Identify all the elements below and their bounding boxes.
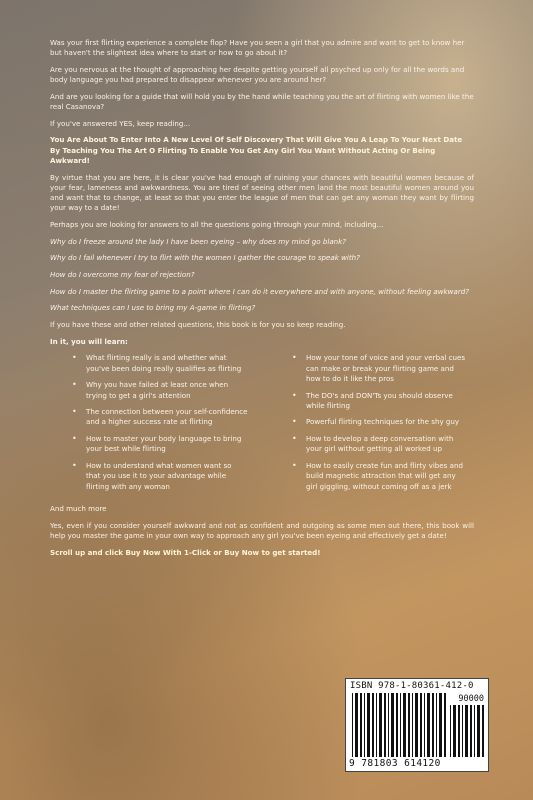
question-4: How do I master the flirting game to a point where I can do it everywhere and with anyone, without feeling awkward?: [50, 286, 469, 296]
list-item: • How to easily create fun and flirty vibes and build magnetic attraction that will get any girl giggling, without coming off as a jerk: [306, 461, 474, 492]
barcode-bar: [352, 693, 353, 757]
barcode-bar: [360, 693, 362, 757]
call-to-action: Scroll up and click Buy Now With 1-Click or Buy Now to get started!: [50, 547, 321, 557]
list-item: • What flirting really is and whether what you've been doing really qualifies as flirting: [86, 353, 254, 373]
intro-paragraph-1: Was your first flirting experience a complete flop? Have you seen a girl that you admire and want to get to know her but haven't the slightest idea where to start or how to go about it?: [50, 38, 465, 58]
isbn-barcode: [345, 678, 489, 772]
barcode-bar: [482, 705, 484, 757]
intro-paragraph-2: Are you nervous at the thought of approaching her despite getting yourself all psyched up only for all the words and body language you had prepared to disappear whenever you are around her?: [50, 64, 465, 85]
barcode-bar: [427, 693, 430, 757]
list-item: • How to master your body language to bring your best while flirting: [86, 434, 254, 454]
isbn-label: ISBN 978-1-80361-412-0: [350, 681, 474, 691]
barcode-bar: [367, 693, 370, 757]
body-paragraph-2: Perhaps you are looking for answers to all the questions going through your mind, including...: [50, 219, 384, 229]
questions-followup: If you have these and other related questions, this book is for you so keep reading.: [50, 320, 346, 330]
barcode-bar: [458, 705, 460, 757]
intro-paragraph-3: And are you looking for a guide that will hold you by the hand while teaching you the art of flirting with women like the real Casanova?: [50, 91, 474, 112]
learn-heading: In it, you will learn:: [50, 336, 128, 346]
barcode-bar: [400, 693, 401, 757]
and-more-text: And much more: [50, 504, 107, 514]
list-item: • Why you have failed at least once when trying to get a girl's attention: [86, 380, 254, 400]
closing-paragraph: Yes, even if you consider yourself awkward and not as confident and outgoing as some men out there, this book will help you master the game in your own way to approach any girl you've been eyeing and effectively get a date!: [50, 520, 474, 541]
barcode-bar: [450, 705, 451, 757]
barcode-bar: [388, 693, 389, 757]
learn-list-right: [290, 353, 474, 498]
barcode-bar: [384, 693, 386, 757]
barcode-bar: [453, 705, 456, 757]
barcode-bar: [355, 693, 358, 757]
list-item: • The connection between your self-confidence and a higher success rate at flirting: [86, 407, 254, 427]
barcode-bar: [470, 705, 472, 757]
barcode-bar: [376, 693, 377, 757]
barcode-bar: [474, 705, 475, 757]
price-barcode-bars: [450, 705, 484, 757]
barcode-bar: [391, 693, 394, 757]
barcode-bar: [412, 693, 413, 757]
barcode-bar: [372, 693, 374, 757]
barcode-bar: [364, 693, 365, 757]
barcode-bar: [403, 693, 406, 757]
barcode-bar: [408, 693, 410, 757]
barcode-bar: [465, 705, 468, 757]
barcode-bar: [379, 693, 382, 757]
list-item: • How to understand what women want so that you use it to your advantage while flirting with any woman: [86, 461, 254, 492]
barcode-bar: [396, 693, 398, 757]
barcode-bar: [444, 693, 446, 757]
back-cover-text: [50, 38, 474, 565]
barcode-bar: [439, 693, 442, 757]
barcode-bar: [415, 693, 418, 757]
question-2: Why do I fail whenever I try to flirt with the women I gather the courage to speak with?: [50, 253, 360, 263]
barcode-bar: [432, 693, 434, 757]
question-5: What techniques can I use to bring my A-game in flirting?: [50, 303, 256, 313]
body-paragraph-1: By virtue that you are here, it is clear you've had enough of ruining your chances with beautiful women because of your fear, lameness and awkwardness. You are tired of seeing other men land the most beautiful women around you and want that to change, at least so that you enter the league of men that can get any woman they want by flirting your way to a date!: [50, 172, 474, 213]
barcode-digits: 9 781803 614120: [349, 758, 441, 769]
barcode-bar: [462, 705, 463, 757]
question-3: How do I overcome my fear of rejection?: [50, 269, 195, 279]
question-1: Why do I freeze around the lady I have been eyeing – why does my mind go blank?: [50, 236, 347, 246]
learn-list: [50, 353, 474, 498]
barcode-bar: [436, 693, 437, 757]
headline: You Are About To Enter Into A New Level Of Self Discovery That Will Give You A Leap To Your Next Date By Teaching You The Art O Flirting To Enable You Get Any Girl You Want Without Acting Or Being Awkward!: [50, 135, 463, 165]
list-item: • How to develop a deep conversation with your girl without getting all worked up: [306, 434, 474, 454]
price-code: 90000: [458, 694, 484, 704]
barcode-bar: [424, 693, 425, 757]
barcode-bars: [352, 693, 448, 757]
intro-paragraph-4: If you've answered YES, keep reading...: [50, 118, 191, 128]
barcode-bar: [477, 705, 480, 757]
list-item: • The DO's and DON'Ts you should observe while flirting: [306, 391, 474, 411]
list-item: • How your tone of voice and your verbal cues can make or break your flirting game and how to do it like the pros: [306, 353, 474, 384]
list-item: • Powerful flirting techniques for the shy guy: [306, 417, 474, 427]
learn-list-left: [70, 353, 254, 498]
barcode-bar: [420, 693, 422, 757]
